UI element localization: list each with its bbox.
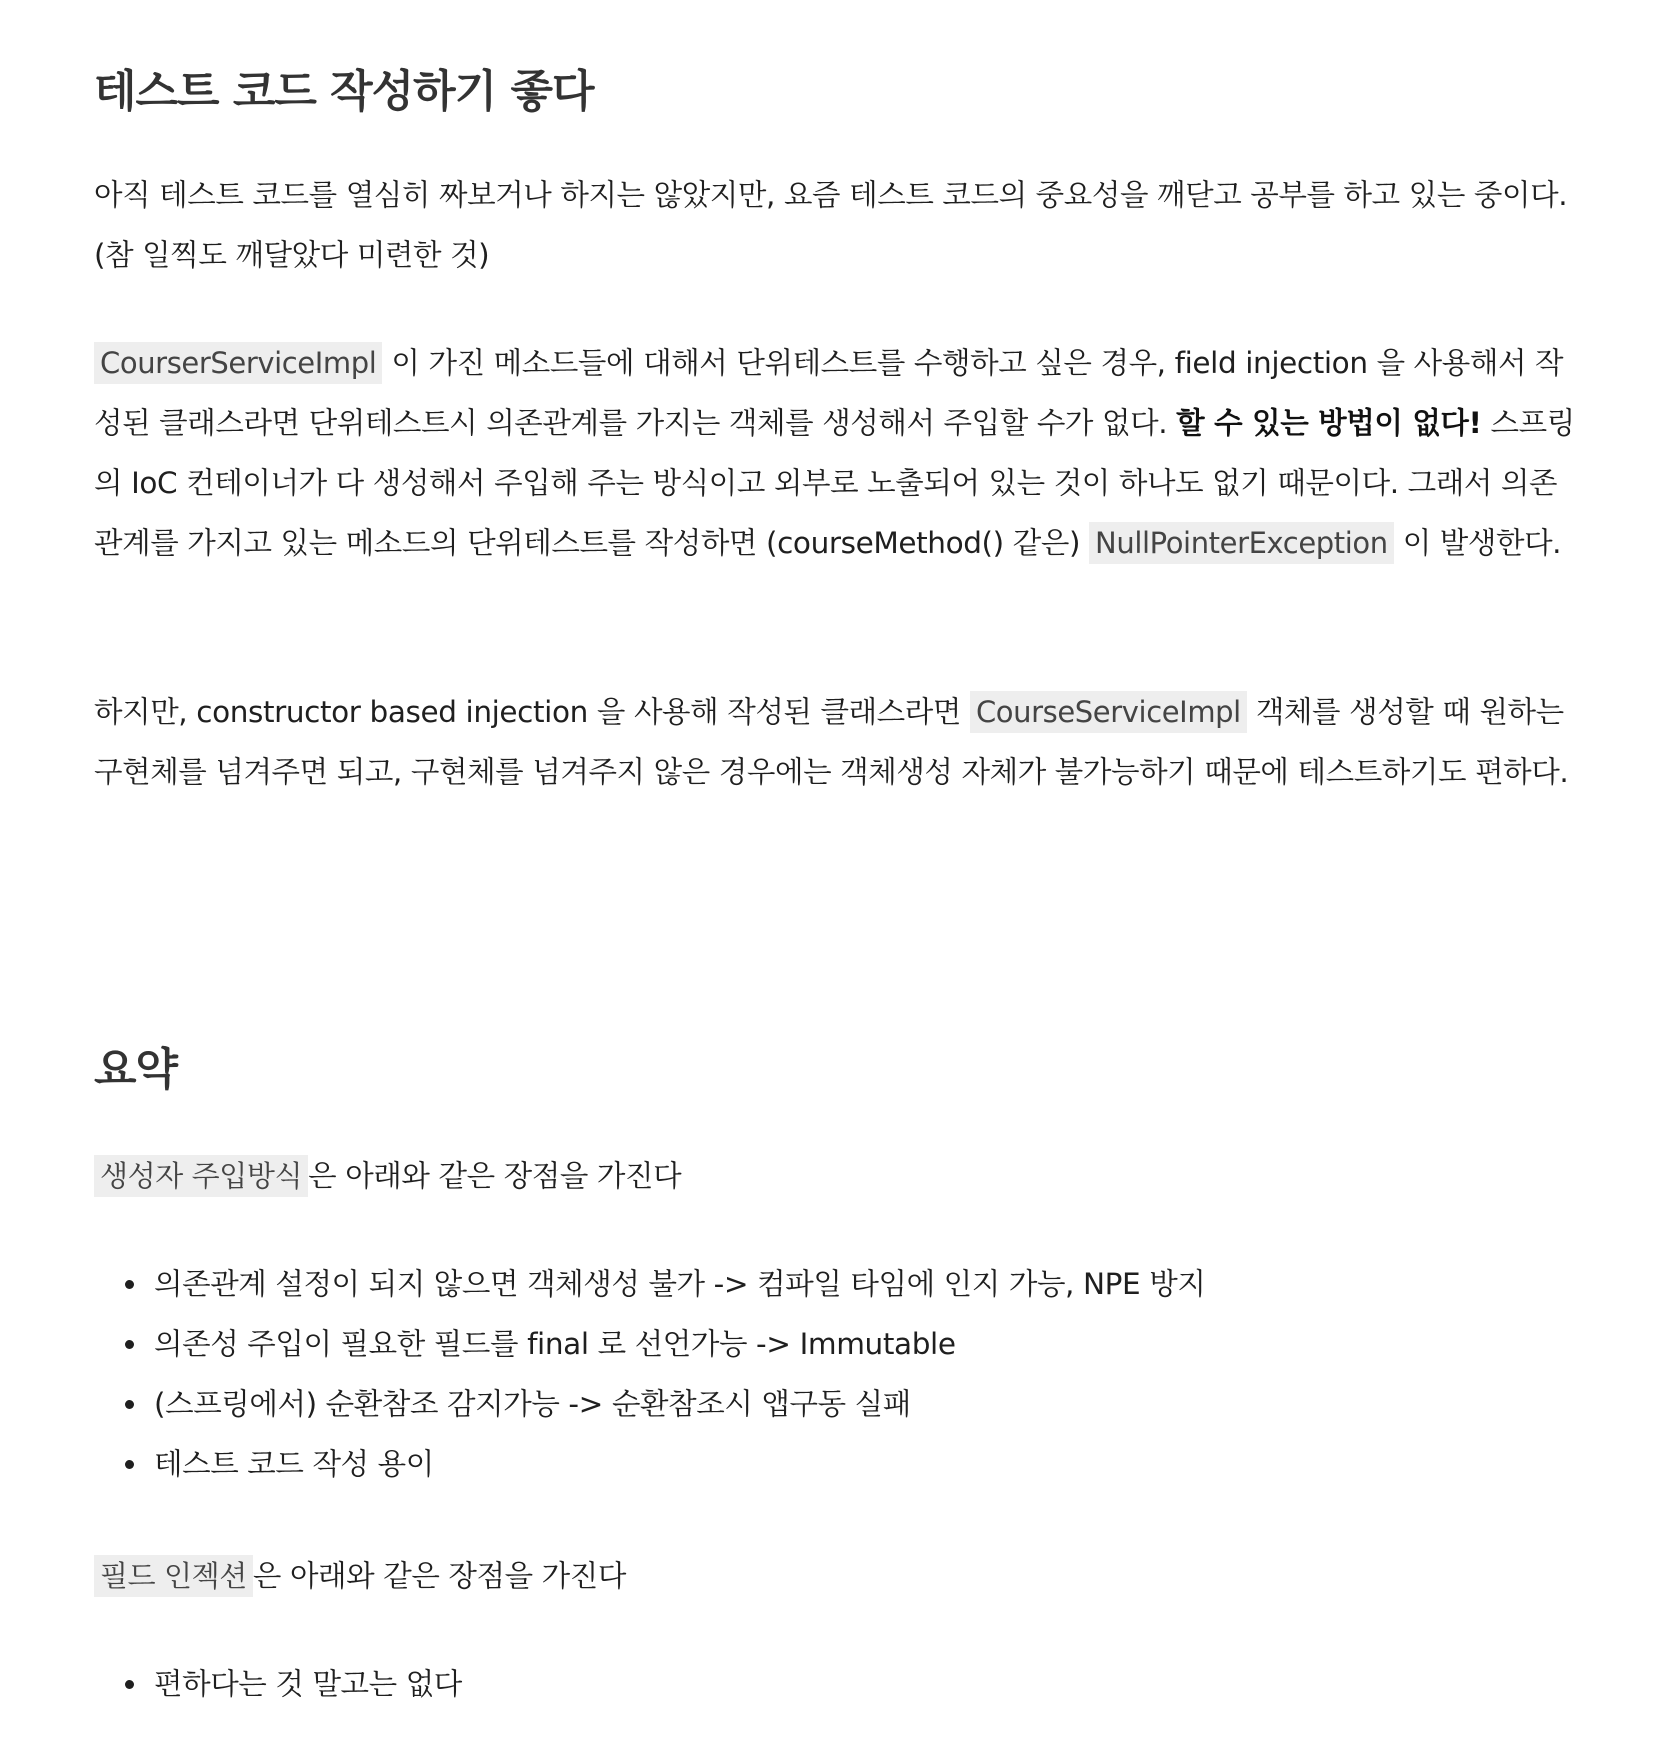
paragraph-text: 이 가진 메소드들에 대해서 단위테스트를 수행하고 싶은 경우, field injection 을 사용해서 작성된 클래스라면 단위테스트시 의존관계를 가지는 객체를 생성해서 주입할 수가 없다.	[94, 346, 1564, 440]
bold-emphasis: 할 수 있는 방법이 없다!	[1176, 406, 1482, 440]
inline-code-courser-service-impl: CourserServiceImpl	[94, 342, 382, 384]
section-heading-summary: 요약	[94, 1044, 178, 1095]
paragraph-field-injection	[94, 333, 1584, 573]
inline-code-course-service-impl: CourseServiceImpl	[970, 691, 1247, 733]
bullet-icon	[125, 1400, 134, 1409]
constructor-advantages-list	[94, 1254, 1584, 1494]
paragraph-text: 객체를 생성할 때 원하는 구현체를 넘겨주면 되고, 구현체를 넘겨주지 않은 경우에는 객체생성 자체가 불가능하기 때문에 테스트하기도 편하다.	[94, 695, 1569, 789]
bullet-icon	[125, 1460, 134, 1469]
list-item: (스프링에서) 순환참조 감지가능 -> 순환참조시 앱구동 실패	[94, 1374, 1584, 1434]
list-item: 테스트 코드 작성 용이	[94, 1434, 1584, 1494]
paragraph-text: 이 발생한다.	[1393, 526, 1562, 560]
paragraph-text: 스프링의 IoC 컨테이너가 다 생성해서 주입해 주는 방식이고 외부로 노출되어 있는 것이 하나도 없기 때문이다. 그래서 의존관계를 가지고 있는 메소드의 단위테스트를 작성하면 (courseMethod() 같은)	[94, 406, 1575, 560]
field-advantages-list	[94, 1654, 1584, 1714]
bullet-icon	[125, 1280, 134, 1289]
paragraph-text: 은 아래와 같은 장점을 가진다	[308, 1159, 682, 1193]
paragraph-field-summary	[94, 1546, 1584, 1606]
list-item: 편하다는 것 말고는 없다	[94, 1654, 1584, 1714]
inline-code-constructor-injection: 생성자 주입방식	[94, 1155, 308, 1197]
paragraph-text: 하지만, constructor based injection 을 사용해 작성된 클래스라면	[94, 695, 970, 729]
inline-code-null-pointer-exception: NullPointerException	[1089, 522, 1394, 564]
bullet-icon	[125, 1340, 134, 1349]
list-item: 의존관계 설정이 되지 않으면 객체생성 불가 -> 컴파일 타임에 인지 가능, NPE 방지	[94, 1254, 1584, 1314]
inline-code-field-injection: 필드 인젝션	[94, 1555, 253, 1597]
paragraph-constructor-injection	[94, 682, 1584, 802]
paragraph-text: 은 아래와 같은 장점을 가진다	[252, 1559, 626, 1593]
list-item: 의존성 주입이 필요한 필드를 final 로 선언가능 -> Immutable	[94, 1314, 1584, 1374]
bullet-icon	[125, 1680, 134, 1689]
paragraph-intro: 아직 테스트 코드를 열심히 짜보거나 하지는 않았지만, 요즘 테스트 코드의 중요성을 깨닫고 공부를 하고 있는 중이다. (참 일찍도 깨달았다 미련한 것)	[94, 178, 1568, 272]
paragraph-constructor-summary	[94, 1146, 1584, 1206]
section-heading-testing: 테스트 코드 작성하기 좋다	[94, 66, 594, 117]
